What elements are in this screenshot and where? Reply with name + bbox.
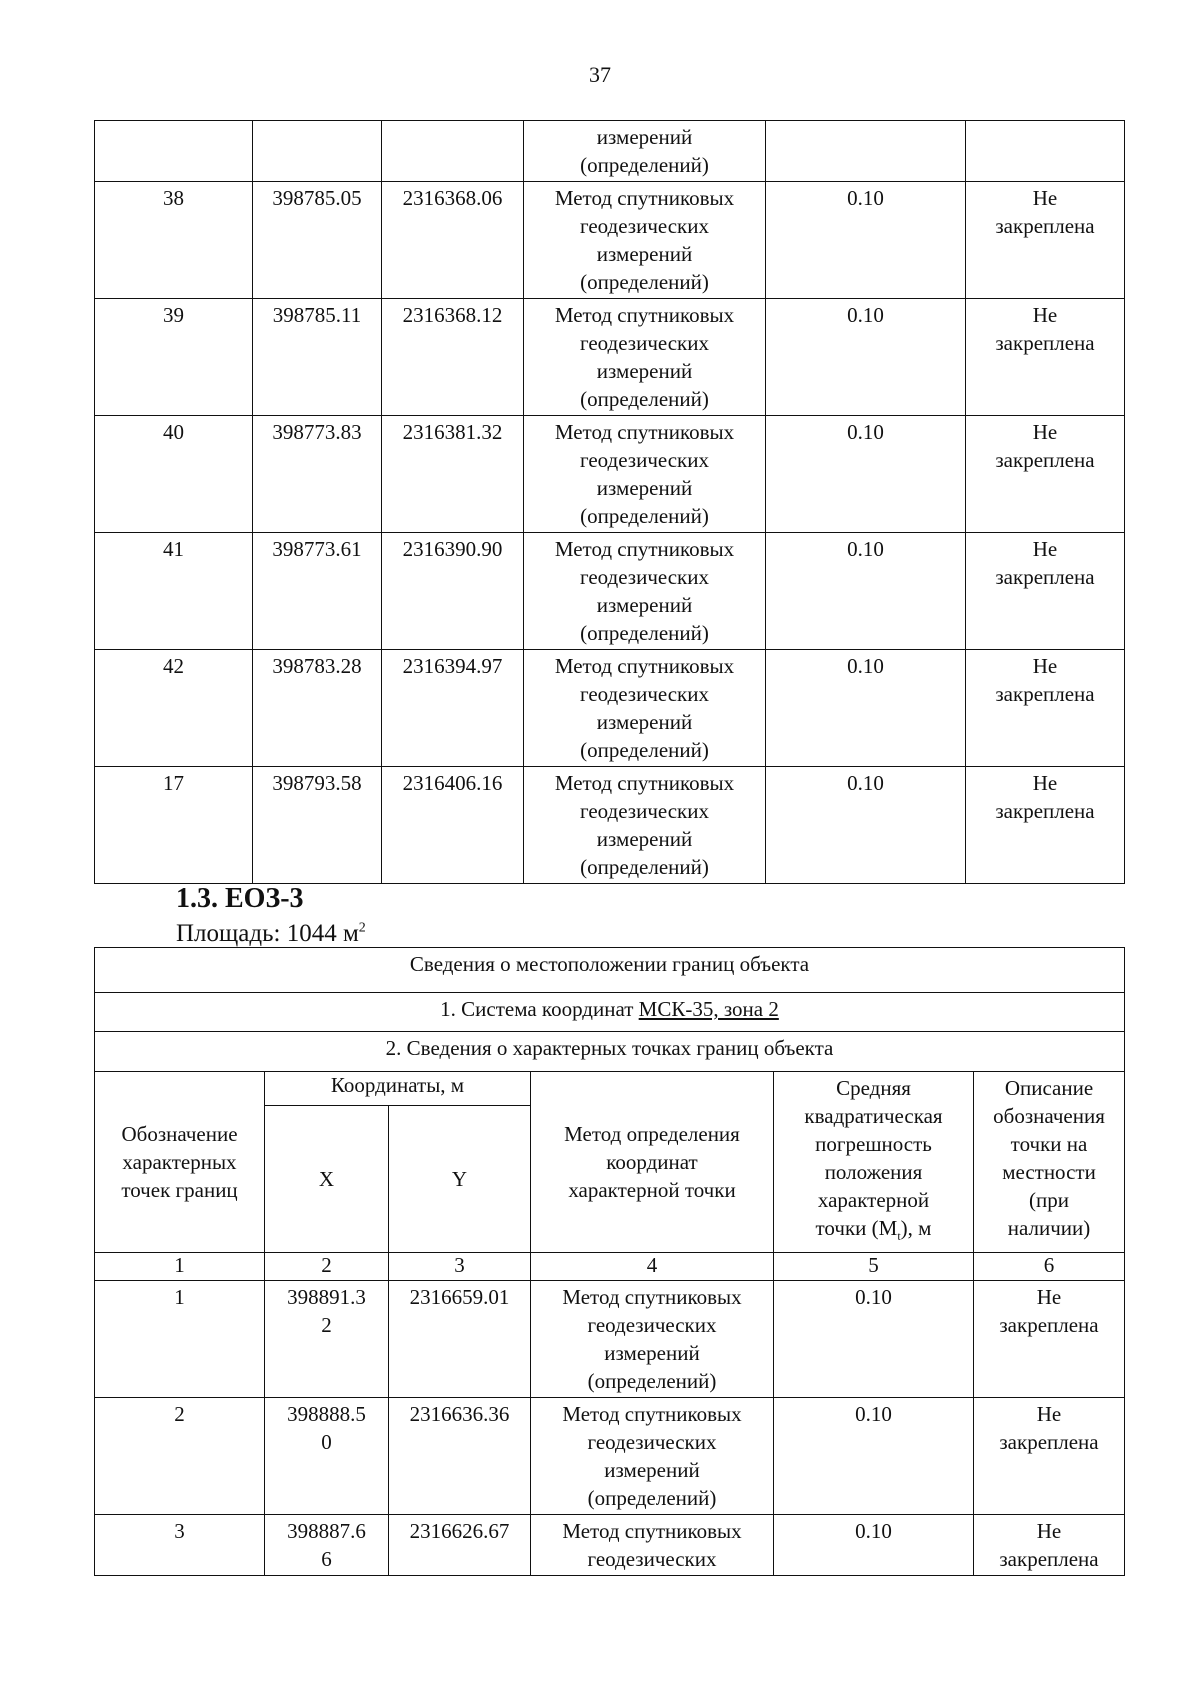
method-cell: Метод спутниковых геодезических измерений (определений) [524, 533, 766, 650]
area-label: Площадь: [176, 920, 281, 947]
coord-y: 2316406.16 [382, 767, 524, 884]
description-cell: Не закреплена [974, 1281, 1125, 1398]
coord-y: 2316394.97 [382, 650, 524, 767]
table-row [95, 182, 1125, 299]
coord-x: 398888.5 0 [265, 1398, 389, 1515]
error-value: 0.10 [774, 1281, 974, 1398]
error-value: 0.10 [766, 182, 966, 299]
point-id: 17 [95, 767, 253, 884]
point-id: 1 [95, 1281, 265, 1398]
coord-y: 2316368.06 [382, 182, 524, 299]
table-row [95, 767, 1125, 884]
error-value: 0.10 [774, 1398, 974, 1515]
coord-x: 398891.3 2 [265, 1281, 389, 1398]
coord-x: 398783.28 [253, 650, 382, 767]
table-row [95, 121, 1125, 182]
method-cell: Метод спутниковых геодезических измерений (определений) [524, 299, 766, 416]
table-row [95, 1398, 1125, 1515]
coord-y: 2316659.01 [389, 1281, 531, 1398]
coord-y: 2316368.12 [382, 299, 524, 416]
point-id: 39 [95, 299, 253, 416]
error-value: 0.10 [766, 533, 966, 650]
area-value: 1044 м [286, 920, 359, 947]
point-id: 41 [95, 533, 253, 650]
method-cell: Метод спутниковых геодезических измерений (определений) [524, 182, 766, 299]
table-row [95, 1281, 1125, 1398]
description-cell: Не закреплена [966, 650, 1125, 767]
description-cell: Не закреплена [966, 533, 1125, 650]
table-row [95, 299, 1125, 416]
method-cell: Метод спутниковых геодезических измерений (определений) [524, 416, 766, 533]
header-error: Средняя квадратическая погрешность положения характерной точки $(M_t)$, м [774, 1072, 974, 1253]
table-row [95, 650, 1125, 767]
method-cell: Метод спутниковых геодезических [531, 1515, 774, 1576]
point-id: 2 [95, 1398, 265, 1515]
error-value: 0.10 [766, 767, 966, 884]
error-value: 0.10 [766, 650, 966, 767]
header-description: Описание обозначения точки на местности (при наличии) [974, 1072, 1125, 1253]
error-value: 0.10 [774, 1515, 974, 1576]
points-section-title: 2. Сведения о характерных точках границ объекта [95, 1032, 1125, 1072]
point-id: 42 [95, 650, 253, 767]
page-number: 37 [589, 62, 611, 87]
area-line [176, 920, 366, 948]
description-cell: Не закреплена [966, 416, 1125, 533]
coordinates-table-continued [94, 120, 1125, 884]
table-title: Сведения о местоположении границ объекта [95, 948, 1125, 993]
coord-x: 398887.6 6 [265, 1515, 389, 1576]
description-cell: Не закреплена [966, 182, 1125, 299]
table-row [95, 533, 1125, 650]
header-y: Y [389, 1105, 531, 1252]
coord-x: 398773.61 [253, 533, 382, 650]
description-cell: Не закреплена [966, 767, 1125, 884]
section-title: 1.3. ЕОЗ-3 [176, 883, 304, 914]
header-coordinates: Координаты, м [265, 1072, 531, 1106]
coord-x: 398785.11 [253, 299, 382, 416]
coord-y: 2316390.90 [382, 533, 524, 650]
error-value: 0.10 [766, 299, 966, 416]
boundary-points-table [94, 947, 1125, 1576]
coord-y: 2316636.36 [389, 1398, 531, 1515]
header-method: Метод определения координат характерной точки [531, 1072, 774, 1253]
error-value: 0.10 [766, 416, 966, 533]
description-cell: Не закреплена [966, 299, 1125, 416]
method-cell: Метод спутниковых геодезических измерений (определений) [524, 650, 766, 767]
header-x: X [265, 1105, 389, 1252]
column-numbers-row: 1 2 3 4 5 6 [95, 1253, 1125, 1281]
method-cell: Метод спутниковых геодезических измерений (определений) [524, 767, 766, 884]
area-superscript: 2 [358, 920, 366, 936]
method-cell: измерений (определений) [524, 121, 766, 182]
point-id: 40 [95, 416, 253, 533]
table-row [95, 1515, 1125, 1576]
coord-x: 398793.58 [253, 767, 382, 884]
table-row [95, 416, 1125, 533]
coord-system-row: 1. Система координат МСК-35, зона 2 [95, 993, 1125, 1032]
coord-x: 398773.83 [253, 416, 382, 533]
header-designation: Обозначение характерных точек границ [95, 1072, 265, 1253]
coord-y: 2316381.32 [382, 416, 524, 533]
description-cell: Не закреплена [974, 1398, 1125, 1515]
point-id: 38 [95, 182, 253, 299]
description-cell: Не закреплена [974, 1515, 1125, 1576]
coord-y: 2316626.67 [389, 1515, 531, 1576]
coord-system-name: МСК-35, зона 2 [638, 997, 779, 1021]
coord-x: 398785.05 [253, 182, 382, 299]
method-cell: Метод спутниковых геодезических измерений (определений) [531, 1398, 774, 1515]
point-id: 3 [95, 1515, 265, 1576]
method-cell: Метод спутниковых геодезических измерений (определений) [531, 1281, 774, 1398]
